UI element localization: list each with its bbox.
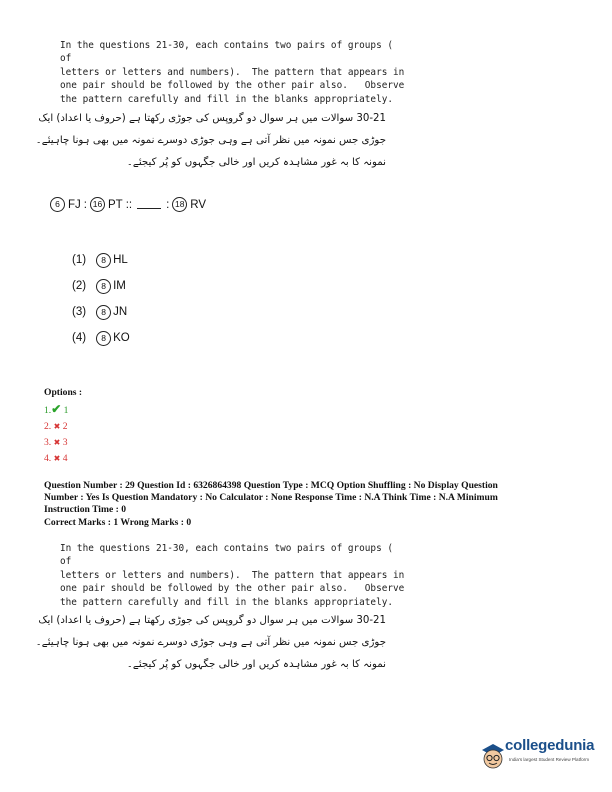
circled-number: 16 <box>90 197 105 212</box>
urdu-line: نمونہ کا بہ غور مشاہدہ کریں اور خالی جگہوں کو پُر کیجئے۔ <box>126 659 386 670</box>
meta-line: Correct Marks : 1 Wrong Marks : 0 <box>44 516 192 528</box>
collegedunia-logo <box>478 734 608 778</box>
analogy-series <box>50 197 206 212</box>
choice-text: IM <box>113 280 126 292</box>
urdu-line: 30-21 سوالات میں ہر سوال دو گروپس کی جوڑی رکھتا ہے (حروف یا اعداد) ایک <box>38 113 386 124</box>
answer-choice <box>72 247 130 273</box>
answer-choices <box>72 247 130 351</box>
series-term: FJ <box>68 198 81 211</box>
question-text-english: In the questions 21-30, each contains two pairs of groups ( of letters or letters and numbers). The pattern that appears in one pair should be followed by the other pair also. Observe the pattern carefully and fill in the blanks appropriately. <box>60 543 405 608</box>
option-status-row: 1.✔ 1 <box>44 402 69 416</box>
urdu-line: 30-21 سوالات میں ہر سوال دو گروپس کی جوڑی رکھتا ہے (حروف یا اعداد) ایک <box>38 615 386 626</box>
question-text-english: In the questions 21-30, each contains two pairs of groups ( of letters or letters and numbers). The pattern that appears in one pair should be followed by the other pair also. Observe the pattern carefully and fill in the blanks appropriately. <box>60 40 405 105</box>
choice-label: (3) <box>72 306 87 318</box>
cross-icon: ✖ <box>53 438 61 447</box>
meta-line: Question Number : 29 Question Id : 6326864398 Question Type : MCQ Option Shuffling : No Display Question <box>44 480 498 491</box>
answer-choice <box>72 325 130 351</box>
answer-choice <box>72 273 130 299</box>
cross-icon: ✖ <box>53 422 61 431</box>
series-separator: : <box>83 198 87 211</box>
circled-number: 6 <box>50 197 65 212</box>
mascot-icon <box>478 738 508 772</box>
urdu-line: جوڑی جس نمونہ میں نظر آتی ہے وہی جوڑی دوسرے نمونہ میں بھی ہونا چاہیئے۔ <box>35 637 386 648</box>
question-meta <box>44 480 544 529</box>
logo-name: collegedunia <box>505 737 595 754</box>
question-text-urdu <box>35 610 386 676</box>
option-status-row: 2. ✖ 2 <box>44 421 68 432</box>
choice-label: (2) <box>72 280 87 292</box>
urdu-line: نمونہ کا بہ غور مشاہدہ کریں اور خالی جگہوں کو پُر کیجئے۔ <box>126 157 386 168</box>
cross-icon: ✖ <box>53 454 61 463</box>
question-text-urdu <box>35 108 386 174</box>
blank-line <box>137 208 161 209</box>
options-header: Options : <box>44 387 83 398</box>
check-icon: ✔ <box>51 402 62 416</box>
choice-text: HL <box>113 254 128 266</box>
options-section <box>44 385 82 467</box>
option-status-row: 3. ✖ 3 <box>44 437 68 448</box>
circled-number: 8 <box>96 279 111 294</box>
urdu-line: جوڑی جس نمونہ میں نظر آتی ہے وہی جوڑی دوسرے نمونہ میں بھی ہونا چاہیئے۔ <box>35 135 386 146</box>
choice-text: KO <box>113 332 130 344</box>
logo-tagline: India's largest Student Review Platform <box>509 757 590 762</box>
series-separator: :: <box>125 198 133 211</box>
circled-number: 8 <box>96 253 111 268</box>
choice-label: (4) <box>72 332 87 344</box>
choice-text: JN <box>113 306 128 318</box>
circled-number: 8 <box>96 331 111 346</box>
option-status-row: 4. ✖ 4 <box>44 453 68 464</box>
choice-label: (1) <box>72 254 87 266</box>
series-separator: : <box>166 198 170 211</box>
circled-number: 18 <box>172 197 187 212</box>
series-term: RV <box>190 198 207 211</box>
circled-number: 8 <box>96 305 111 320</box>
meta-line: Number : Yes Is Question Mandatory : No Calculator : None Response Time : N.A Think Time : N.A Minimum <box>44 492 498 504</box>
answer-choice <box>72 299 130 325</box>
meta-line: Instruction Time : 0 <box>44 504 126 516</box>
series-term: PT <box>107 198 123 211</box>
